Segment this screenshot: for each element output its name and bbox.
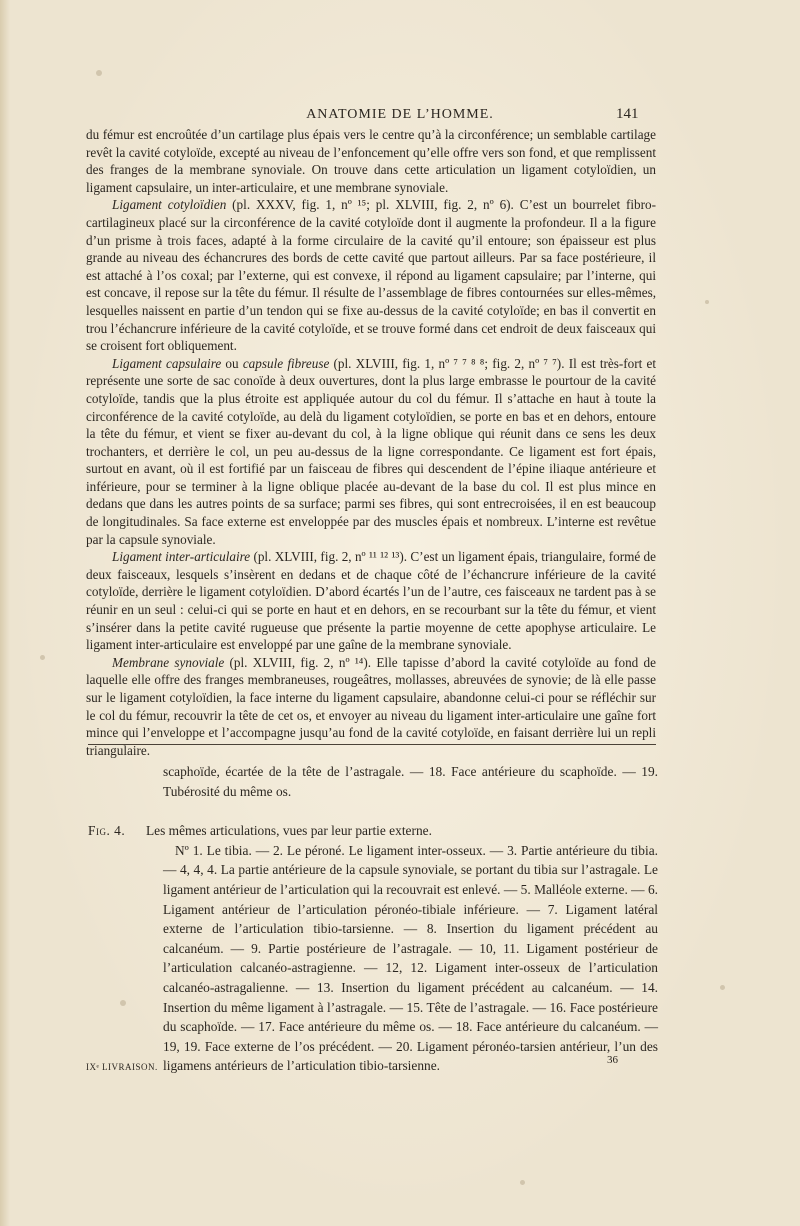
term-ligament-cotyloidien: Ligament cotyloïdien <box>112 197 227 213</box>
intro-paragraph: du fémur est encroûtée d’un cartilage plus épais vers le centre qu’à la circonférence; un semblable cartilage revêt la cavité cotyloïde, excepté au niveau de l’enfoncement qu’elle offre vers son fond, et que remplissent des franges de la membrane synoviale. On trouve dans cette articulation un ligament cotyloïdien, un ligament capsulaire, un inter-articulaire, et une membrane synoviale. <box>86 127 656 195</box>
foxing-spot <box>705 300 709 304</box>
conjunction: ou <box>221 355 243 371</box>
paragraph-text: C’est un bourrelet fibro-cartilagineux placé sur la circonférence de la cavité cotyloïde dont il augmente la profondeur. Il a la figure d’un prisme à trois faces, adapté à la forme circulaire de la cavité qu’il entoure; son épaisseur est plus grande au niveau des échancrures des bords de cette cavité que partout ailleurs. Par sa face postérieure, il est attaché à l’os coxal; par l’externe, qui est convexe, il répond au ligament capsulaire; par l’interne, qui est concave, il repose sur la tête du fémur. Il résulte de l’assemblage de fibres contournées sur elles-mêmes, lesquelles naissent en partie d’un tendon qui se fixe au-dessus de la cavité cotyloïde; en bas il convertit en trou l’échancrure inférieure de la cavité cotyloïde, et se trouve formé dans cet endroit de deux faisceaux qui se croisent fort obliquement. <box>86 197 657 354</box>
sheet-signature-number: 36 <box>607 1054 618 1066</box>
plate-explanation <box>88 762 658 1076</box>
foxing-spot <box>120 1000 126 1006</box>
paragraph-text: Il est très-fort et représente une sorte de sac conoïde à deux ouvertures, dont la plus large embrasse le pourtour de la cavité cotyloïde, tandis que la plus étroite est appliquée autour du col du fémur. Il s’attache en haut à toute la circonférence de la cavité cotyloïde, au delà du ligament cotyloïdien, se porte en bas et en dehors, entoure la tête du fémur, et vient se fixer au-devant du col, à la ligne oblique qui réunit dans ce sens les deux trochanters, et derrière le col, un peu au-dessus de la ligne correspondante. Ce ligament est fort épais, surtout en avant, où il est fortifié par un faisceau de fibres qui descendent de l’épine iliaque antérieure et inférieure, pour se terminer à la ligne oblique placée au-devant de la base du col. Il est plus mince en dedans que dans les autres points de sa surface; parmi ses fibres, qui sont entrecroisées, il en est beaucoup de longitudinales. Sa face externe est enveloppée par des muscles épais et nombreux. L’interne est revêtue par la capsule synoviale. <box>86 355 657 547</box>
paragraph-text: Elle tapisse d’abord la cavité cotyloïde au fond de laquelle elle offre des franges membraneuses, rougeâtres, mollasses, abreuvées de synovie; de là elle passe sur le ligament cotyloïdien, la face interne du ligament capsulaire, abandonne celui-ci pour se réfléchir sur le col du fémur, recouvrir la tête de cet os, et envoyer au niveau du ligament inter-articulaire une gaîne fort mince qui l’enveloppe et l’accompagne jusqu’au fond de la cavité cotyloïde, en faisant derrière lui un repli triangulaire. <box>86 654 657 758</box>
main-text <box>86 126 656 759</box>
plate-reference: (pl. XLVIII, fig. 2, nº ¹¹ ¹² ¹³). <box>250 549 411 565</box>
paragraph-ligament-capsulaire <box>86 355 656 549</box>
livraison-mark: IXᵉ LIVRAISON. <box>86 1062 158 1072</box>
foxing-spot <box>96 70 102 76</box>
plate-reference: (pl. XLVIII, fig. 1, nº ⁷ ⁷ ⁸ ⁸; fig. 2, nº ⁷ ⁷). <box>329 355 569 371</box>
term-ligament-inter-articulaire: Ligament inter-articulaire <box>112 549 251 565</box>
plate-reference: (pl. XLVIII, fig. 2, nº ¹⁴). <box>224 654 377 670</box>
term-ligament-capsulaire: Ligament capsulaire <box>112 355 222 371</box>
foxing-spot <box>40 655 45 660</box>
term-membrane-synoviale: Membrane synoviale <box>112 654 225 670</box>
footnote-rule <box>88 744 656 745</box>
plate-reference: (pl. XXXV, fig. 1, nº ¹⁵; pl. XLVIII, fig. 2, nº 6). <box>226 197 520 213</box>
page-number: 141 <box>616 106 639 122</box>
previous-figure-continuation: scaphoïde, écartée de la tête de l’astragale. — 18. Face antérieure du scaphoïde. — 19. Tubérosité du même os. <box>163 764 658 799</box>
paragraph-ligament-inter-articulaire <box>86 548 656 654</box>
paragraph-ligament-cotyloidien <box>86 196 656 354</box>
running-title: ANATOMIE DE L’HOMME. <box>306 107 494 122</box>
figure-caption: Les mêmes articulations, vues par leur partie externe. <box>146 823 432 839</box>
paragraph-text: C’est un ligament épais, triangulaire, formé de deux faisceaux, lesquels s’insèrent en dedans et de chaque côté de l’échancrure inférieure de la cavité cotyloïde, derrière le ligament cotyloïdien. D’abord écartés l’un de l’autre, ces faisceaux ne tardent pas à se réunir en un seul : celui-ci qui se porte en haut et en dehors, en se recourbant sur la tête du fémur, et vient s’insérer dans la petite cavité rugueuse que présente la partie moyenne de cette apophyse articulaire. Le ligament inter-articulaire est enveloppé par une gaîne de la membrane synoviale. <box>86 549 656 653</box>
figure-4-caption-row <box>88 821 658 841</box>
figure-label: Fig. 4. <box>88 823 126 839</box>
figure-item-list: Nº 1. Le tibia. — 2. Le péroné. Le ligament inter-osseux. — 3. Partie antérieure du tibia. — 4, 4, 4. La partie antérieure de la capsule synoviale, se portant du tibia sur l’astragale. Le ligament antérieur de l’articulation qui la recouvrait est enlevé. — 5. Malléole externe. — 6. Ligament antérieur de l’articulation péronéo-tibiale inférieure. — 7. Ligament latéral externe de l’articulation tibio-tarsienne. — 8. Insertion du ligament précédent au calcanéum. — 9. Partie postérieure de l’astragale. — 10, 11. Ligament postérieur de l’articulation calcanéo-astragienne. — 12, 12. Ligament inter-osseux de l’articulation calcanéo-astragalienne. — 13. Insertion du ligament précédent au calcanéum. — 14. Insertion du même ligament à l’astragale. — 15. Tête de l’astragale. — 16. Face postérieure du scaphoïde. — 17. Face antérieure du même os. — 18. Face antérieure du calcanéum. — 19, 19. Face externe de l’os précédent. — 20. Ligament péronéo-tarsien antérieur, l’un des ligamens antérieurs de l’articulation tibio-tarsienne. <box>163 842 658 1074</box>
foxing-spot <box>520 1180 525 1185</box>
foxing-spot <box>720 985 725 990</box>
page-edge-shadow <box>0 0 10 1226</box>
figure-4-items <box>88 841 658 1076</box>
term-capsule-fibreuse: capsule fibreuse <box>242 355 330 371</box>
